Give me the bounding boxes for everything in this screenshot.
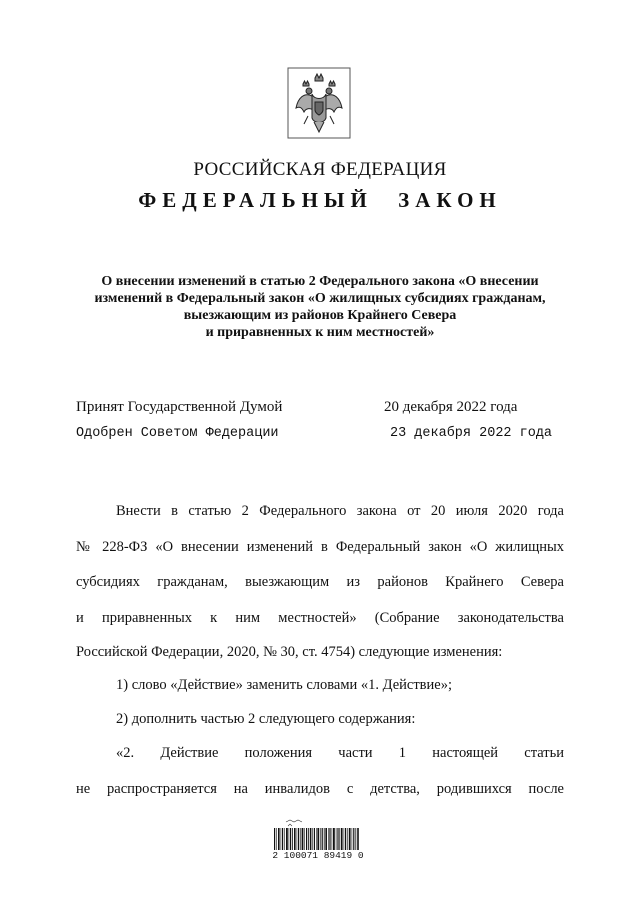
paragraph-line: 2) дополнить частью 2 следующего содержания: bbox=[116, 711, 416, 727]
paragraph-line: Российской Федерации, 2020, № 30, ст. 4754) следующие изменения: bbox=[76, 644, 503, 660]
barcode-number: 2 100071 89419 0 bbox=[272, 850, 364, 861]
paragraph-line: «2. Действие положения части 1 настоящей статьи bbox=[116, 745, 564, 761]
adopting-body: Принят Государственной Думой bbox=[76, 399, 283, 415]
coat-of-arms-icon bbox=[286, 66, 352, 140]
country-name: РОССИЙСКАЯ ФЕДЕРАЦИЯ bbox=[193, 159, 447, 180]
law-title bbox=[60, 273, 580, 341]
paragraph-line: 1) слово «Действие» заменить словами «1. Действие»; bbox=[116, 677, 452, 693]
paragraph-line: и приравненных к ним местностей» (Собрание законодательства bbox=[76, 610, 564, 626]
paragraph-line: № 228-ФЗ «О внесении изменений в Федеральный закон «О жилищных bbox=[76, 539, 564, 555]
law-title-line: и приравненных к ним местностей» bbox=[205, 325, 435, 340]
paragraph-line: субсидиях гражданам, выезжающим из районов Крайнего Севера bbox=[76, 574, 564, 590]
law-title-line: О внесении изменений в статью 2 Федерального закона «О внесении bbox=[101, 274, 539, 289]
approving-body: Одобрен Советом Федерации bbox=[76, 426, 279, 441]
document-type: ФЕДЕРАЛЬНЫЙ ЗАКОН bbox=[138, 188, 502, 212]
paragraph-line: не распространяется на инвалидов с детства, родившихся после bbox=[76, 781, 564, 797]
law-title-line: изменений в Федеральный закон «О жилищных субсидиях гражданам, bbox=[94, 291, 546, 306]
paragraph-line: Внести в статью 2 Федерального закона от 20 июля 2020 года bbox=[116, 503, 564, 519]
approval-date: 23 декабря 2022 года bbox=[390, 426, 553, 441]
adoption-date: 20 декабря 2022 года bbox=[384, 399, 518, 415]
law-title-line: выезжающим из районов Крайнего Севера bbox=[183, 308, 457, 323]
